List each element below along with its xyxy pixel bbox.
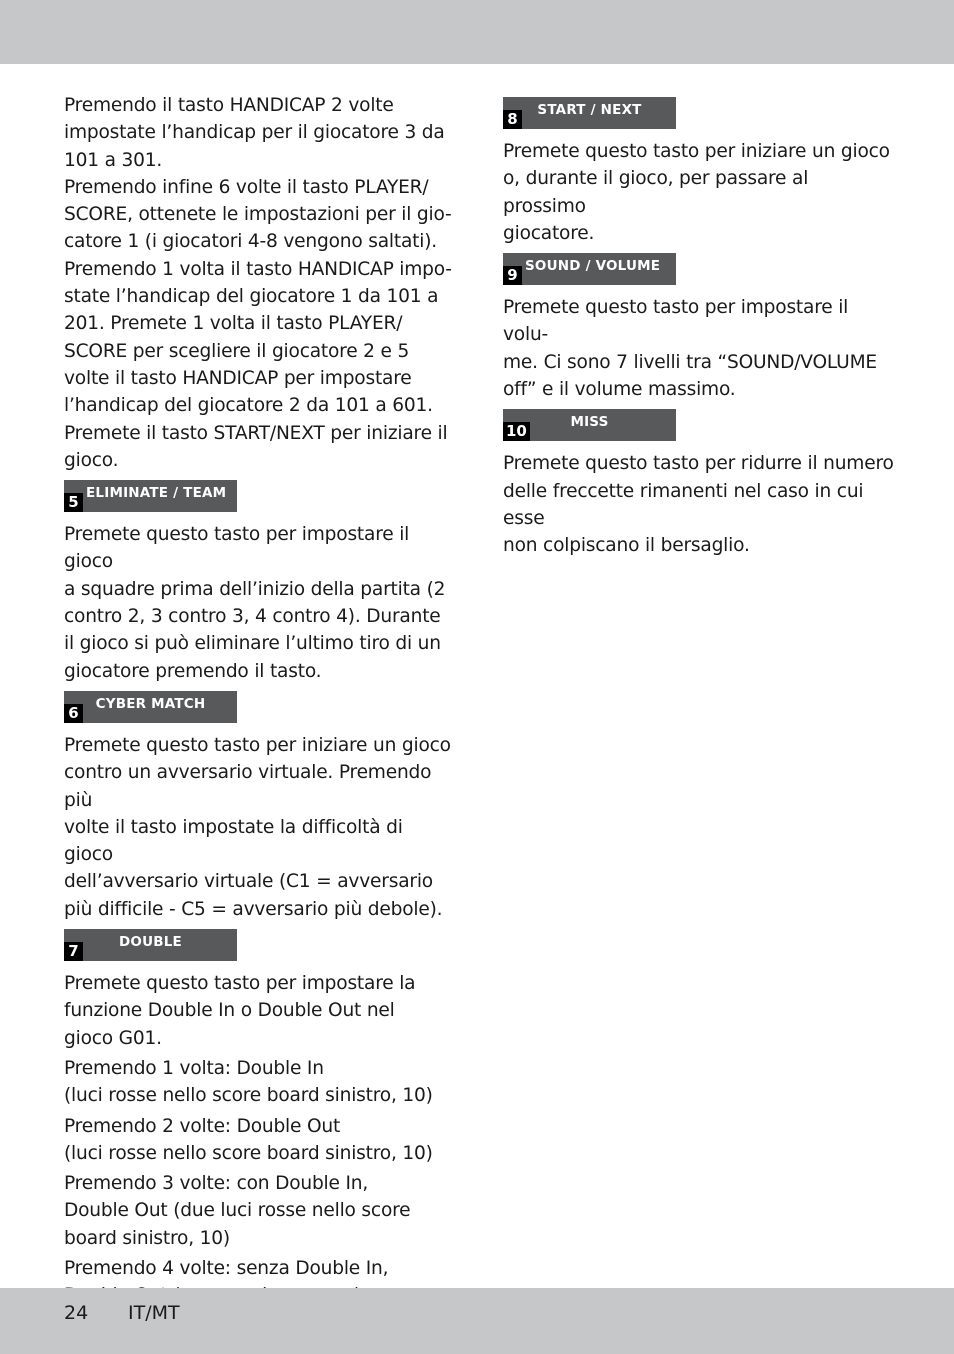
text-line: catore 1 (i giocatori 4-8 vengono saltati). [64,231,437,253]
section-number: 5 [64,493,83,512]
section-number: 8 [503,110,522,129]
text-line: più difficile - C5 = avversario più debole). [64,898,443,920]
section-body-start-next [503,138,895,247]
text-line: Premendo 2 volte: Double Out [64,1115,341,1137]
section-number: 10 [503,422,530,441]
header-bar [0,0,954,64]
section-body-miss [503,450,895,559]
section-body-double-intro [64,970,456,1052]
section-body-sound-volume [503,294,895,403]
section-number: 7 [64,942,83,961]
double-option-2 [64,1113,456,1168]
text-line: Premete questo tasto per iniziare un gioco [503,141,890,162]
text-line: delle freccette rimanenti nel caso in cui esse [503,480,864,529]
section-label: SOUND / VOLUME [525,258,661,275]
text-line: Premete questo tasto per ridurre il numero [503,453,894,475]
section-label: MISS [570,414,609,431]
text-line: contro 2, 3 contro 3, 4 contro 4). Durante [64,606,441,628]
locale-code: IT/MT [128,1302,180,1324]
text-line: Premendo 4 volte: senza Double In, [64,1257,389,1279]
page-number: 24 [64,1302,89,1324]
text-line: state l’handicap del giocatore 1 da 101 a [64,286,439,308]
section-header-cyber-match [64,691,237,723]
section-number: 6 [64,704,83,723]
text-line: funzione Double In o Double Out nel [64,1000,395,1022]
double-option-3 [64,1170,456,1252]
text-line: Premete questo tasto per impostare il volu- [503,297,849,346]
section-label: ELIMINATE / TEAM [86,485,227,502]
text-line: Premendo 3 volte: con Double In, [64,1173,369,1195]
text-line: me. Ci sono 7 livelli tra “SOUND/VOLUME [503,351,877,373]
text-line: giocatore premendo il tasto. [64,660,322,682]
text-line: 101 a 301. [64,149,163,171]
double-option-1 [64,1055,456,1110]
section-header-start-next [503,97,676,129]
intro-paragraph [64,92,456,474]
text-line: giocatore. [503,222,595,244]
text-line: impostate l’handicap per il giocatore 3 da [64,122,445,144]
section-header-eliminate-team [64,480,237,512]
text-line: Premete questo tasto per impostare la [64,973,416,995]
text-line: a squadre prima dell’inizio della partita (2 [64,578,446,600]
section-body-eliminate-team [64,521,456,685]
text-line: Premendo il tasto HANDICAP 2 volte [64,95,394,116]
section-label: CYBER MATCH [95,695,206,712]
text-line: non colpiscano il bersaglio. [503,535,750,557]
text-line: dell’avversario virtuale (C1 = avversario [64,871,433,893]
text-line: l’handicap del giocatore 2 da 101 a 601. [64,395,433,417]
text-line: SCORE, ottenete le impostazioni per il gio- [64,204,452,226]
text-line: gioco G01. [64,1027,162,1049]
text-line: o, durante il gioco, per passare al prossimo [503,168,809,217]
text-line: Premendo infine 6 volte il tasto PLAYER/ [64,176,429,198]
left-column [64,92,456,1310]
section-header-double [64,929,237,961]
text-line: (luci rosse nello score board sinistro, 10) [64,1085,433,1107]
section-label: START / NEXT [537,102,642,118]
text-line: Premendo 1 volta il tasto HANDICAP impo- [64,258,452,280]
text-line: off” e il volume massimo. [503,379,736,401]
text-line: il gioco si può eliminare l’ultimo tiro di un [64,633,441,655]
section-header-sound-volume [503,253,676,285]
text-line: Double Out (due luci rosse nello score [64,1200,411,1222]
right-column [503,97,895,560]
text-line: contro un avversario virtuale. Premendo più [64,762,432,811]
text-line: Premete questo tasto per iniziare un gioco [64,734,451,756]
section-header-miss [503,409,676,441]
text-line: volte il tasto HANDICAP per impostare [64,367,412,389]
section-label: DOUBLE [119,934,182,951]
text-line: 201. Premete 1 volta il tasto PLAYER/ [64,313,403,335]
section-number: 9 [503,266,522,285]
text-line: SCORE per scegliere il giocatore 2 e 5 [64,340,410,362]
section-body-cyber-match [64,732,456,923]
text-line: gioco. [64,449,119,471]
text-line: board sinistro, 10) [64,1227,230,1249]
text-line: volte il tasto impostate la difficoltà di gioco [64,816,403,866]
text-line: Premete il tasto START/NEXT per iniziare il [64,422,448,444]
text-line: (luci rosse nello score board sinistro, 10) [64,1142,433,1164]
text-line: Premete questo tasto per impostare il gioco [64,524,410,573]
text-line: Premendo 1 volta: Double In [64,1057,324,1079]
